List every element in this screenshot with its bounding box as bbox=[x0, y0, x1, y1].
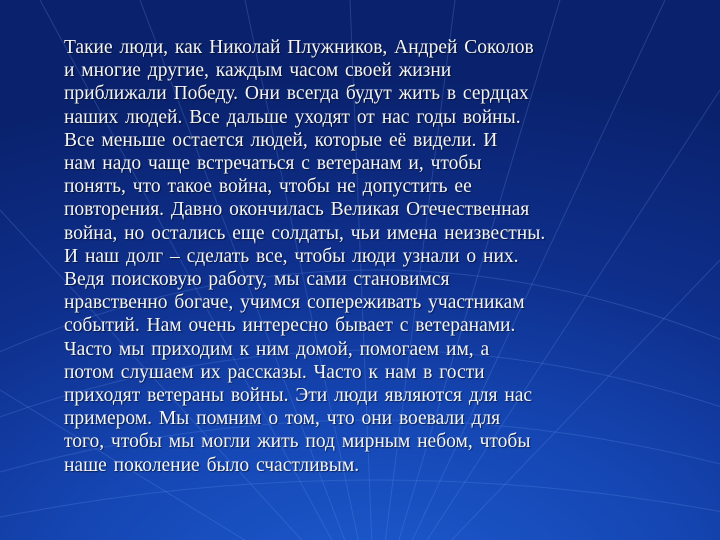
text-line: того, чтобы мы могли жить под мирным небом, чтобы bbox=[64, 431, 531, 453]
grid-arc bbox=[0, 480, 720, 530]
text-line: Все меньше остается людей, которые её видели. И bbox=[64, 129, 498, 151]
text-line: потом слушаем их рассказы. Часто к нам в гости bbox=[64, 361, 485, 383]
text-line: событий. Нам очень интересно бывает с ветеранами. bbox=[64, 315, 516, 337]
text-line: Такие люди, как Николай Плужников, Андрей Соколов bbox=[64, 37, 534, 58]
text-line: примером. Мы помним о том, что они воевали для bbox=[64, 408, 501, 430]
text-line: приходят ветераны войны. Эти люди являются для нас bbox=[64, 385, 533, 407]
text-line: понять, что такое война, чтобы не допустить ее bbox=[64, 176, 472, 198]
text-line: И наш долг – сделать все, чтобы люди узнали о них. bbox=[64, 245, 519, 267]
text-line: Часто мы приходим к ним домой, помогаем им, а bbox=[64, 338, 490, 360]
text-line: наших людей. Все дальше уходят от нас годы войны. bbox=[64, 106, 521, 128]
text-line: Ведя поисковую работу, мы сами становимся bbox=[64, 269, 450, 291]
slide-body-text bbox=[64, 36, 694, 477]
text-line: нравственно богаче, учимся сопереживать участникам bbox=[64, 292, 525, 314]
text-line: повторения. Давно окончилась Великая Отечественная bbox=[64, 199, 530, 221]
text-line: наше поколение было счастливым. bbox=[64, 454, 360, 476]
text-line: война, но остались еще солдаты, чьи имена неизвестны. bbox=[64, 222, 546, 244]
text-line: приближали Победу. Они всегда будут жить в сердцах bbox=[64, 83, 529, 105]
text-line: и многие другие, каждым часом своей жизни bbox=[64, 60, 452, 82]
text-line: нам надо чаще встречаться с ветеранам и, чтобы bbox=[64, 153, 482, 175]
